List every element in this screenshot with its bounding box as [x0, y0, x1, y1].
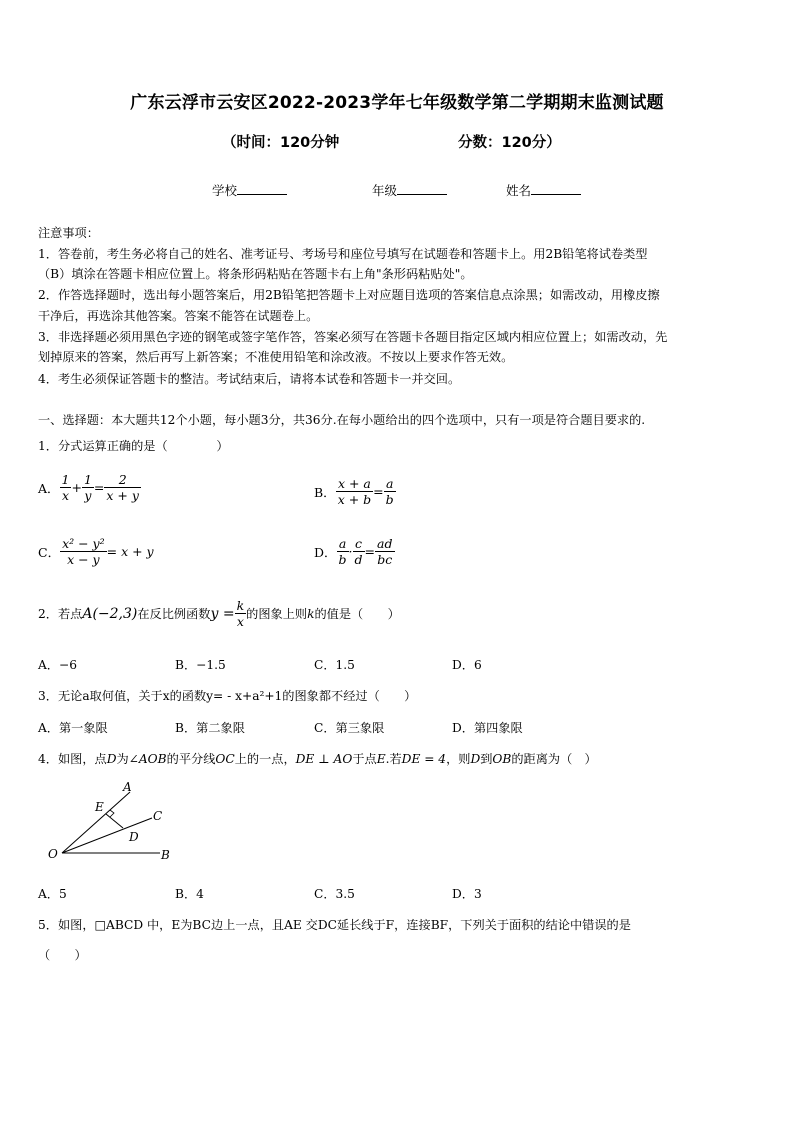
equals-sign: =: [93, 480, 105, 495]
option-letter: B．: [314, 484, 336, 500]
q3-option-a[interactable]: A．第一象限: [38, 721, 108, 735]
label-d: D: [129, 830, 139, 844]
notes-line: 1．答卷前，考生务必将自己的姓名、准考证号、考场号和座位号填写在试题卷和答题卡上。用2B铅笔将试卷类型: [38, 247, 648, 261]
grade-label: 年级: [372, 183, 398, 198]
fraction: $\frac{\text{x² − y²}}{x - y}$: [62, 536, 105, 567]
notes-line: 3．非选择题必须用黑色字迹的钢笔或签字笔作答，答案必须写在答题卡各题目指定区域内相应位置上；如需改动，先: [38, 330, 668, 344]
q2-text: 在反比例函数: [137, 607, 211, 621]
option-letter: A．: [38, 480, 60, 496]
exam-time: （时间：120分钟: [222, 135, 340, 151]
q1-option-d[interactable]: [314, 536, 395, 567]
school-blank[interactable]: [237, 181, 287, 195]
q3-option-c[interactable]: C．第三象限: [314, 721, 385, 735]
option-letter: D．: [314, 544, 337, 560]
fraction: $\frac{k}{x}$: [236, 598, 245, 629]
q1-option-c[interactable]: [38, 536, 154, 567]
section-heading: 一、选择题：本大题共12个小题，每小题3分，共36分.在每小题给出的四个选项中，只有一项是符合题目要求的.: [38, 413, 646, 427]
q1-stem: 1．分式运算正确的是（ ）: [38, 439, 229, 453]
q2-option-c[interactable]: C．1.5: [314, 658, 355, 672]
name-field: [506, 181, 581, 199]
angle-diagram: [40, 778, 180, 868]
label-a: A: [123, 780, 132, 794]
equals-sign: =: [373, 484, 384, 499]
equation-rhs: = x + y: [106, 544, 154, 559]
q2-text: 的图象上则: [246, 607, 308, 621]
q1-option-a[interactable]: [38, 472, 141, 503]
exam-score: 分数：120分）: [458, 135, 561, 151]
q3-stem: 3．无论a取何值，关于x的函数y= - x+a²+1的图象都不经过（ ）: [38, 689, 417, 703]
fraction: $\frac{1}{y}$: [83, 472, 92, 503]
notes-line: 2．作答选择题时，选出每小题答案后，用2B铅笔把答题卡上对应题目选项的答案信息点涂黑；如需改动，用橡皮擦: [38, 288, 660, 302]
right-angle-mark: [110, 810, 114, 817]
notes-heading: 注意事项：: [38, 226, 99, 240]
fraction: $\frac{c}{d}$: [354, 536, 363, 567]
q2-point: A(−2,3): [82, 605, 138, 622]
grade-field: [372, 181, 447, 199]
q2-stem: [38, 598, 400, 629]
q4-option-a[interactable]: A．5: [38, 887, 67, 901]
grade-blank[interactable]: [397, 181, 447, 195]
fraction: $\frac{a}{b}$: [385, 476, 394, 507]
label-o: O: [48, 847, 58, 861]
q5-stem-cont: （ ）: [38, 948, 87, 962]
fraction: $\frac{x + a}{x + b}$: [337, 476, 372, 507]
fraction: $\frac{ad}{bc}$: [377, 536, 393, 567]
q2-k: k: [307, 606, 315, 621]
name-label: 姓名: [506, 183, 532, 198]
option-letter: C．: [38, 544, 61, 560]
label-b: B: [161, 848, 170, 862]
school-label: 学校: [212, 183, 238, 198]
label-c: C: [153, 809, 163, 823]
q5-stem: 5．如图，□ABCD 中，E为BC边上一点，且AE 交DC延长线于F，连接BF，下列关于面积的结论中错误的是: [38, 918, 631, 932]
equals-sign: =: [364, 544, 376, 559]
q4-option-d[interactable]: D．3: [452, 887, 482, 901]
q2-option-a[interactable]: A．−6: [38, 658, 77, 672]
q2-option-b[interactable]: B．−1.5: [175, 658, 226, 672]
q4-stem: 4．如图，点D为∠AOB的平分线OC上的一点，DE ⊥ AO于点E.若DE = 4，则D到OB的距离为（ ）: [38, 752, 597, 766]
fraction: $\frac{a}{b}$: [338, 536, 347, 567]
notes-line: 划掉原来的答案，然后再写上新答案；不准使用铅笔和涂改液。不按以上要求作答无效。: [38, 350, 514, 364]
notes-line: 干净后，再选涂其他答案。答案不能答在试题卷上。: [38, 309, 319, 323]
q4-option-b[interactable]: B．4: [175, 887, 204, 901]
name-blank[interactable]: [531, 181, 581, 195]
notes-line: （B）填涂在答题卡相应位置上。将条形码粘贴在答题卡右上角"条形码粘贴处"。: [38, 267, 473, 281]
q2-option-d[interactable]: D．6: [452, 658, 482, 672]
segment-de: [106, 814, 123, 828]
q2-text: 2．若点: [38, 607, 83, 621]
plus-sign: +: [71, 480, 82, 495]
q4-option-c[interactable]: C．3.5: [314, 887, 355, 901]
q3-option-b[interactable]: B．第二象限: [175, 721, 245, 735]
school-field: [212, 181, 287, 199]
q2-func: y =: [210, 605, 235, 622]
q3-option-d[interactable]: D．第四象限: [452, 721, 523, 735]
notes-line: 4．考生必须保证答题卡的整洁。考试结束后，请将本试卷和答题卡一并交回。: [38, 372, 461, 386]
q1-option-b[interactable]: [314, 476, 396, 507]
fraction: $\frac{1}{x}$: [61, 472, 70, 503]
page-title: 广东云浮市云安区2022-2023学年七年级数学第二学期期末监测试题: [130, 93, 664, 113]
fraction: $\frac{2}{x + y}$: [106, 472, 139, 503]
dot-sign: ·: [348, 544, 353, 559]
label-e: E: [95, 800, 104, 814]
q2-text: 的值是（ ）: [314, 607, 400, 621]
